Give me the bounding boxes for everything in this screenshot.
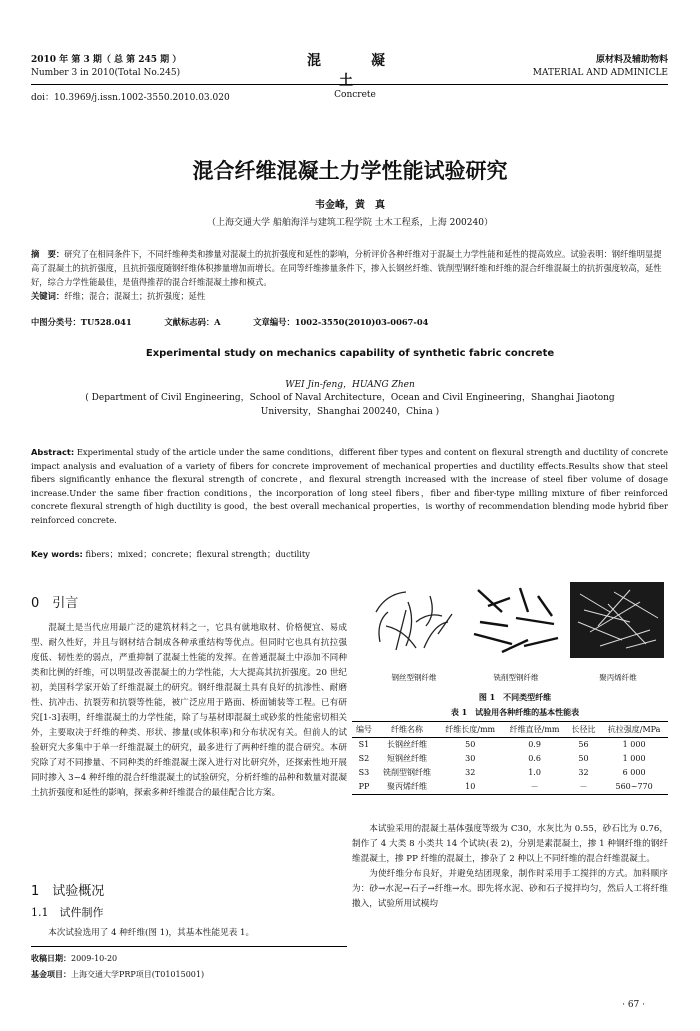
running-header-left	[31, 54, 181, 80]
doc-code-label: 文献标志码：	[164, 317, 215, 327]
table-cell: 短钢丝纤维	[386, 754, 427, 763]
abstract-cn-text: 研究了在相同条件下，不同纤维种类和掺量对混凝土的抗折强度和延性的影响，分析评价各种纤维对于混凝土力学性能和延性的提高效应。试验表明：钢纤维明显提高了混凝土的抗折强度，且抗折强度随钢纤维体积掺量增加而增长。在同等纤维掺量条件下，掺入长钢丝纤维、铣削型钢纤维和纤维的混合纤维混凝土的抗折强度较高，延性好，综合力学性能最佳，是值得推荐的混合纤维混凝土掺和模式。	[31, 249, 662, 287]
keywords-en-label: Key words:	[31, 549, 83, 559]
section-1-1-heading: 1.1 试件制作	[31, 906, 104, 919]
doc-code-value: A	[214, 317, 221, 327]
table-cell: 6 000	[622, 768, 646, 777]
issue-cn: 2010 年 第 3 期（ 总 第 245 期 ）	[31, 55, 182, 65]
category-cn: 原材料及辅助物料	[595, 55, 668, 65]
article-no-label: 文章编号：	[253, 317, 295, 327]
mixing-paragraph: 为使纤维分布良好，并避免结团现象，制作时采用手工搅拌的方式。加料顺序为：砂→水泥→石子→纤维→水。即先将水泥、砂和石子搅拌均匀，然后人工将纤维撒入，试验所用试模均	[352, 869, 668, 909]
journal-name-cn: 混 凝 土	[307, 53, 435, 89]
abstract-en-label: Abstract:	[31, 447, 75, 457]
affiliation-en: ( Department of Civil Engineering，School of Naval Architecture，Ocean and Civil Engineering，Shanghai Jiaotong University，Shanghai 200240，China )	[85, 393, 615, 417]
table-cell: S2	[358, 754, 370, 763]
fund-text: 上海交通大学PRP项目(T01015001)	[71, 970, 205, 979]
affiliation-cn: （上海交通大学 船舶海洋与建筑工程学院 土木工程系，上海 200240）	[207, 218, 493, 228]
table-cell: 长钢丝纤维	[386, 740, 427, 749]
table-cell: 1 000	[622, 754, 646, 763]
running-header-right	[533, 54, 668, 80]
table-cell: 30	[465, 754, 476, 763]
figure-1b-label: 铣削型钢纤维	[493, 673, 539, 682]
abstract-en-text: Experimental study of the article under the same conditions，different fiber types and content on flexural strength and ductility of concrete impact analysis and evaluation of a variety of fibers for concrete improvement of mechanical properties and ductility effects.Results show that steel fibers significantly enhance the flexural strength of concrete，and flexural strength increased with the increase of steel fiber volume of dosage increase.Under the same fiber fraction conditions，the incorporation of long steel fibers，fiber and fiber-type milling mixture of fiber reinforced concrete flexural strength of high ductility is good，the best overall mechanical properties，is worthy of recommendation blending mode hybrid fiber reinforced concrete.	[31, 447, 669, 525]
figure-1c-polypropylene-fiber	[570, 582, 664, 658]
materials-paragraph: 本试验采用的混凝土基体强度等级为 C30，水灰比为 0.55，砂石比为 0.76，制作了 4 大类 8 小类共 14 个试块(表 2)，分别是素混凝土，掺 1 种钢纤维的钢纤维混凝土，掺 PP 纤维的混凝土，掺杂了 2 种以上不同纤维的混合纤维混凝土。	[352, 824, 668, 864]
received-date: 2009-10-20	[71, 954, 118, 963]
table-row	[352, 766, 668, 780]
table-row	[352, 752, 668, 766]
paper-title-en: Experimental study on mechanics capability of synthetic fabric concrete	[145, 348, 555, 359]
figure-1b-milled-steel-fiber	[468, 582, 562, 658]
table-row	[352, 780, 668, 795]
figure-1-caption: 图 1 不同类型纤维	[478, 692, 552, 702]
section-1-1	[31, 904, 347, 941]
figure-1a-steel-wire-fiber	[366, 582, 460, 658]
table-cell: PP	[352, 780, 376, 795]
table-cell: 聚丙烯纤维	[376, 780, 438, 795]
clc-label: 中图分类号：	[31, 317, 81, 327]
article-no-value: 1002-3550(2010)03-0067-04	[294, 317, 429, 327]
table-cell: 1 000	[622, 740, 646, 749]
classification-row	[31, 316, 668, 328]
table-cell: －	[502, 780, 566, 795]
table-row	[352, 738, 668, 753]
table-cell: S3	[358, 768, 370, 777]
table-cell: －	[567, 780, 600, 795]
table-cell: 50	[465, 740, 476, 749]
table-cell: 56	[578, 740, 589, 749]
table-header-cell: 纤维直径/mm	[502, 722, 566, 738]
table-header-cell: 抗拉强度/MPa	[600, 722, 668, 738]
keywords-cn-label: 关键词：	[31, 291, 65, 301]
table-header-cell: 纤维长度/mm	[438, 722, 502, 738]
abstract-cn-label: 摘 要：	[31, 249, 65, 259]
table-cell: 0.9	[528, 740, 541, 749]
keywords-cn-text: 纤维；混合；混凝土；抗折强度；延性	[64, 291, 206, 301]
table-1-caption: 表 1 试验用各种纤维的基本性能表	[450, 707, 580, 717]
table-header-cell: 纤维名称	[376, 722, 438, 738]
clc-value: TU528.041	[80, 317, 132, 327]
keywords-en	[31, 548, 310, 560]
table-cell: 32	[578, 768, 589, 777]
abstract-en	[31, 446, 668, 527]
paper-title-cn: 混合纤维混凝土力学性能试验研究	[192, 159, 508, 183]
table-1	[352, 721, 668, 795]
keywords-en-text: fibers；mixed；concrete；flexural strength；ductility	[85, 549, 310, 559]
table-cell: 10	[438, 780, 502, 795]
section-1	[31, 880, 347, 899]
footnote-rule	[31, 946, 347, 947]
footnotes	[31, 951, 204, 983]
table-header-row	[352, 722, 668, 738]
table-cell: 50	[578, 754, 589, 763]
section-0-heading: 0 引言	[31, 596, 79, 611]
table-cell: S1	[358, 740, 370, 749]
table-cell: 32	[465, 768, 476, 777]
figure-1	[362, 582, 668, 682]
authors-en: WEI Jin-feng，HUANG Zhen	[285, 380, 415, 390]
table-cell: 560~770	[600, 780, 668, 795]
right-column-text	[352, 822, 668, 912]
running-header-center	[290, 50, 435, 100]
issue-en: Number 3 in 2010(Total No.245)	[31, 68, 181, 78]
journal-name-en: Concrete	[334, 90, 376, 100]
table-cell: 铣削型钢纤维	[382, 768, 431, 777]
category-en: MATERIAL AND ADMINICLE	[532, 68, 668, 78]
table-cell: 1.0	[528, 768, 541, 777]
section-0-text: 混凝土是当代应用最广泛的建筑材料之一，它具有就地取材、价格便宜、易成型、耐久性好，并且与钢材结合制成各种承重结构等优点。但同时它也具有抗拉强度低、韧性差的弱点，严重抑制了混凝土性能的发挥。在普通混凝土中添加不同种类和比例的纤维，可以明显改善混凝土的力学性能，大大提高其抗折强度。20 世纪初，美国科学家开始了纤维混凝土的研究。钢纤维混凝土具有良好的抗渗性、耐磨性、抗冲击、抗裂劳和抗裂等性能，被广泛应用于路面、桥面铺装等工程。已有研究[1-3]表明，纤维混凝土的力学性能，除了与基材即混凝土或砂浆的性能密切相关外，主要取决于纤维的种类、形状、掺量(或体积率)和分布状况有关。但前人的试验研究大多集中于单一纤维混凝土的研究，最多进行了两种纤维的混合研究。本研究除了对不同掺量、不同种类的纤维混凝土深入进行对比研究外，还探索性地开展同时掺入 3~4 种纤维的混合纤维混凝土的试验研究，分析纤维的品种和数量对混凝土抗折强度和延性的影响，探索多种纤维混合的最佳配合比方案。	[31, 623, 347, 798]
section-0	[31, 592, 347, 801]
header-rule	[31, 84, 668, 85]
page-number: · 67 ·	[622, 1000, 645, 1010]
figure-1a-label: 钢丝型钢纤维	[391, 673, 437, 682]
fund-label: 基金项目：	[31, 970, 71, 979]
abstract-cn	[31, 247, 668, 303]
section-1-1-text: 本次试验选用了 4 种纤维(图 1)，其基本性能见表 1。	[48, 928, 255, 938]
table-cell: 0.6	[528, 754, 541, 763]
authors-cn: 韦金峰，黄 真	[315, 200, 385, 211]
figure-1c-label: 聚丙烯纤维	[599, 673, 637, 682]
section-1-heading: 1 试验概况	[31, 884, 105, 899]
table-header-cell: 编号	[352, 722, 376, 738]
doi: doi：10.3969/j.issn.1002-3550.2010.03.020	[31, 93, 230, 103]
received-label: 收稿日期：	[31, 954, 71, 963]
table-header-cell: 长径比	[567, 722, 600, 738]
